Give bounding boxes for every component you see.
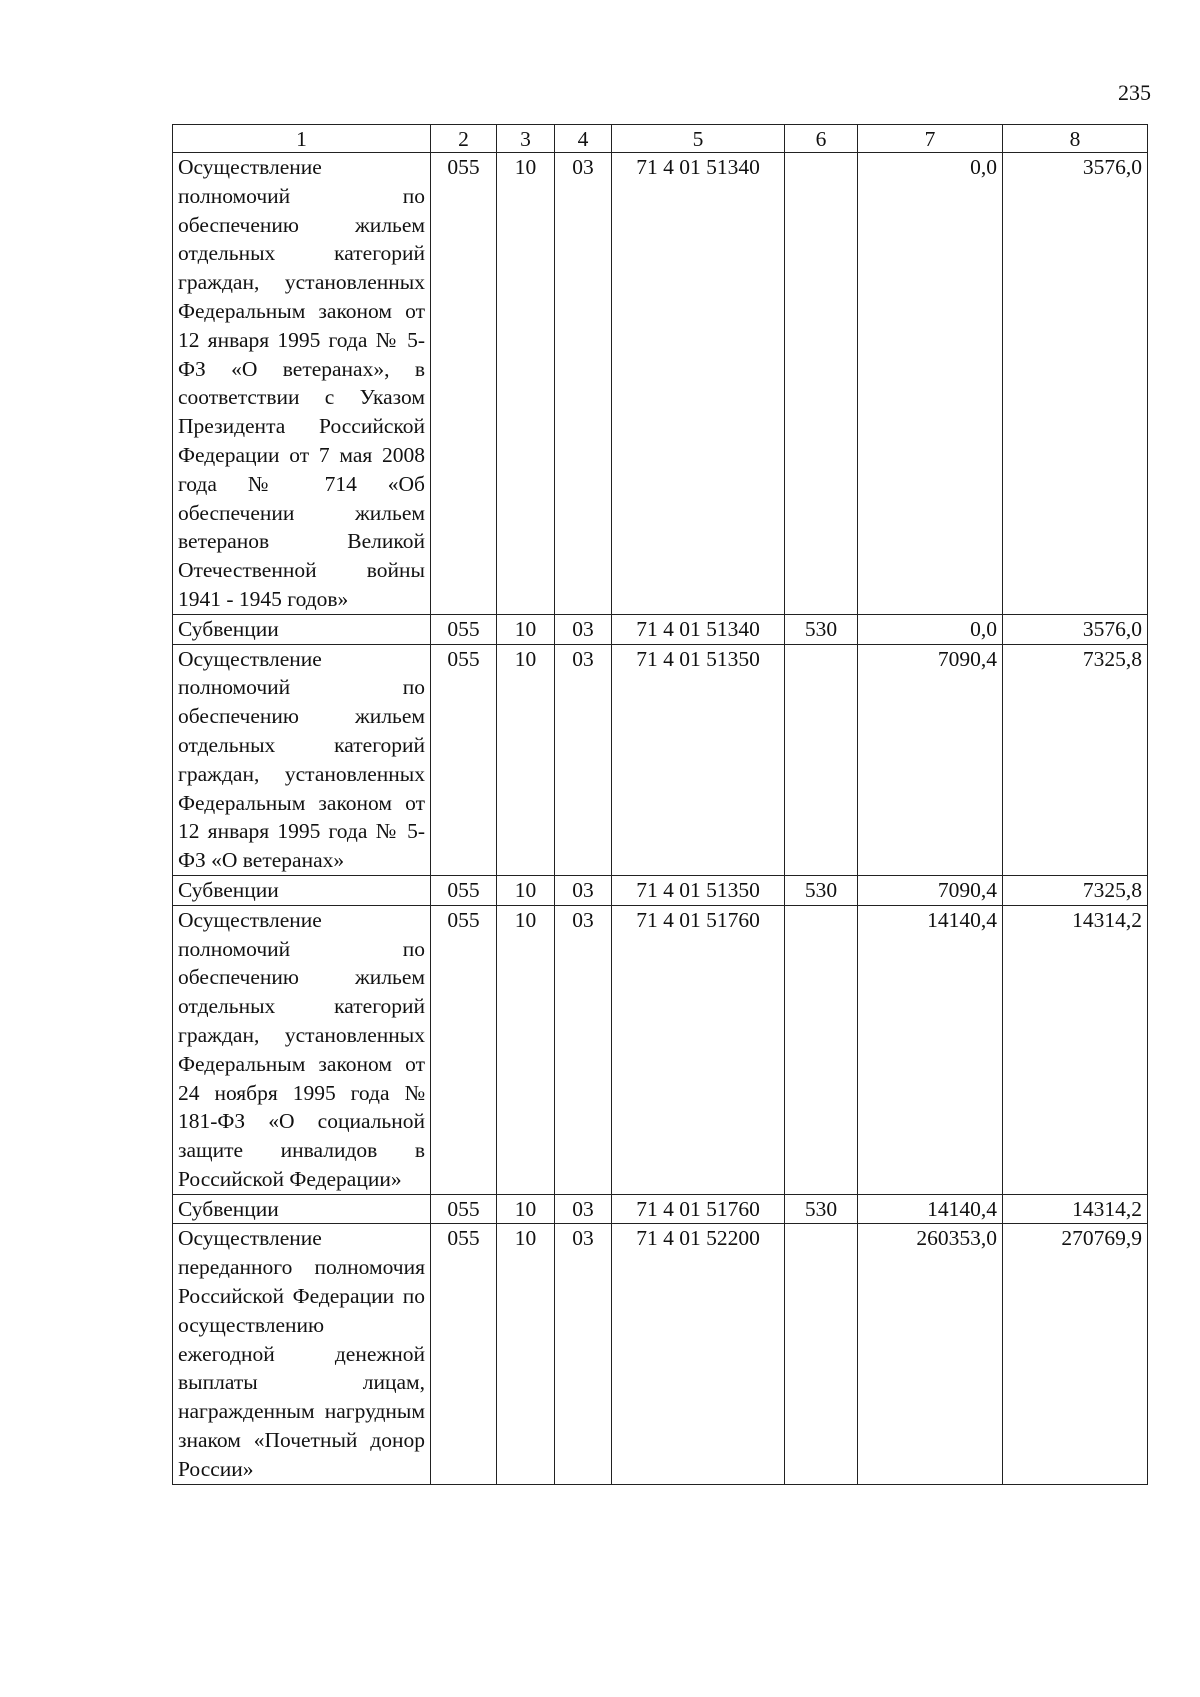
row-name: Осуществление полномочий по обеспечению жильем отдельных категорий граждан, установленных Федеральным законом от 12 января 1995 года № 5-ФЗ «О ветеранах» <box>173 644 431 875</box>
row-target-code: 71 4 01 52200 <box>612 1224 785 1484</box>
row-subsection: 03 <box>555 1194 612 1224</box>
table-row <box>173 1224 1148 1484</box>
row-amount-col8: 3576,0 <box>1003 614 1148 644</box>
page-number: 235 <box>1118 80 1151 105</box>
header-col-8: 8 <box>1003 125 1148 153</box>
header-col-7: 7 <box>858 125 1003 153</box>
row-admin-code: 055 <box>431 875 497 905</box>
header-col-6: 6 <box>785 125 858 153</box>
row-section: 10 <box>497 1224 555 1484</box>
header-col-1: 1 <box>173 125 431 153</box>
row-name: Субвенции <box>173 875 431 905</box>
row-subsection: 03 <box>555 644 612 875</box>
row-expense-type: 530 <box>785 614 858 644</box>
table-row <box>173 1194 1148 1224</box>
row-expense-type <box>785 153 858 615</box>
row-section: 10 <box>497 875 555 905</box>
row-name: Осуществление переданного полномочия Российской Федерации по осуществлению ежегодной денежной выплаты лицам, награжденным нагрудным знаком «Почетный донор России» <box>173 1224 431 1484</box>
row-expense-type <box>785 1224 858 1484</box>
row-expense-type: 530 <box>785 1194 858 1224</box>
row-amount-col7: 14140,4 <box>858 1194 1003 1224</box>
row-subsection: 03 <box>555 153 612 615</box>
row-amount-col7: 7090,4 <box>858 644 1003 875</box>
row-section: 10 <box>497 905 555 1194</box>
row-amount-col7: 260353,0 <box>858 1224 1003 1484</box>
table-row <box>173 905 1148 1194</box>
header-row <box>173 125 1148 153</box>
row-admin-code: 055 <box>431 614 497 644</box>
table-row <box>173 644 1148 875</box>
row-admin-code: 055 <box>431 153 497 615</box>
header-col-3: 3 <box>497 125 555 153</box>
row-admin-code: 055 <box>431 1224 497 1484</box>
row-name: Субвенции <box>173 614 431 644</box>
row-amount-col8: 3576,0 <box>1003 153 1148 615</box>
row-amount-col7: 7090,4 <box>858 875 1003 905</box>
row-admin-code: 055 <box>431 1194 497 1224</box>
row-amount-col8: 270769,9 <box>1003 1224 1148 1484</box>
row-name: Осуществление полномочий по обеспечению жильем отдельных категорий граждан, установленных Федеральным законом от 12 января 1995 года № 5-ФЗ «О ветеранах», в соответствии с Указом Президента Российской Федерации от 7 мая 2008 года № 714 «Об обеспечении жильем ветеранов Великой Отечественной войны 1941 - 1945 годов» <box>173 153 431 615</box>
row-section: 10 <box>497 644 555 875</box>
row-admin-code: 055 <box>431 905 497 1194</box>
header-col-4: 4 <box>555 125 612 153</box>
header-col-2: 2 <box>431 125 497 153</box>
row-target-code: 71 4 01 51350 <box>612 875 785 905</box>
row-subsection: 03 <box>555 905 612 1194</box>
row-expense-type: 530 <box>785 875 858 905</box>
table-row <box>173 614 1148 644</box>
header-col-5: 5 <box>612 125 785 153</box>
row-target-code: 71 4 01 51340 <box>612 614 785 644</box>
budget-table <box>172 124 1148 1485</box>
row-amount-col8: 7325,8 <box>1003 875 1148 905</box>
row-amount-col8: 14314,2 <box>1003 905 1148 1194</box>
row-amount-col8: 7325,8 <box>1003 644 1148 875</box>
table-header <box>173 125 1148 153</box>
table-row <box>173 875 1148 905</box>
row-amount-col7: 0,0 <box>858 614 1003 644</box>
row-target-code: 71 4 01 51760 <box>612 1194 785 1224</box>
row-expense-type <box>785 905 858 1194</box>
row-amount-col7: 14140,4 <box>858 905 1003 1194</box>
table-row <box>173 153 1148 615</box>
row-subsection: 03 <box>555 875 612 905</box>
row-section: 10 <box>497 614 555 644</box>
row-amount-col7: 0,0 <box>858 153 1003 615</box>
table-body <box>173 153 1148 1485</box>
row-name: Субвенции <box>173 1194 431 1224</box>
row-expense-type <box>785 644 858 875</box>
row-section: 10 <box>497 1194 555 1224</box>
row-amount-col8: 14314,2 <box>1003 1194 1148 1224</box>
row-subsection: 03 <box>555 1224 612 1484</box>
row-admin-code: 055 <box>431 644 497 875</box>
row-target-code: 71 4 01 51350 <box>612 644 785 875</box>
row-subsection: 03 <box>555 614 612 644</box>
row-target-code: 71 4 01 51760 <box>612 905 785 1194</box>
row-name: Осуществление полномочий по обеспечению жильем отдельных категорий граждан, установленных Федеральным законом от 24 ноября 1995 года № 181-ФЗ «О социальной защите инвалидов в Российской Федерации» <box>173 905 431 1194</box>
row-target-code: 71 4 01 51340 <box>612 153 785 615</box>
row-section: 10 <box>497 153 555 615</box>
